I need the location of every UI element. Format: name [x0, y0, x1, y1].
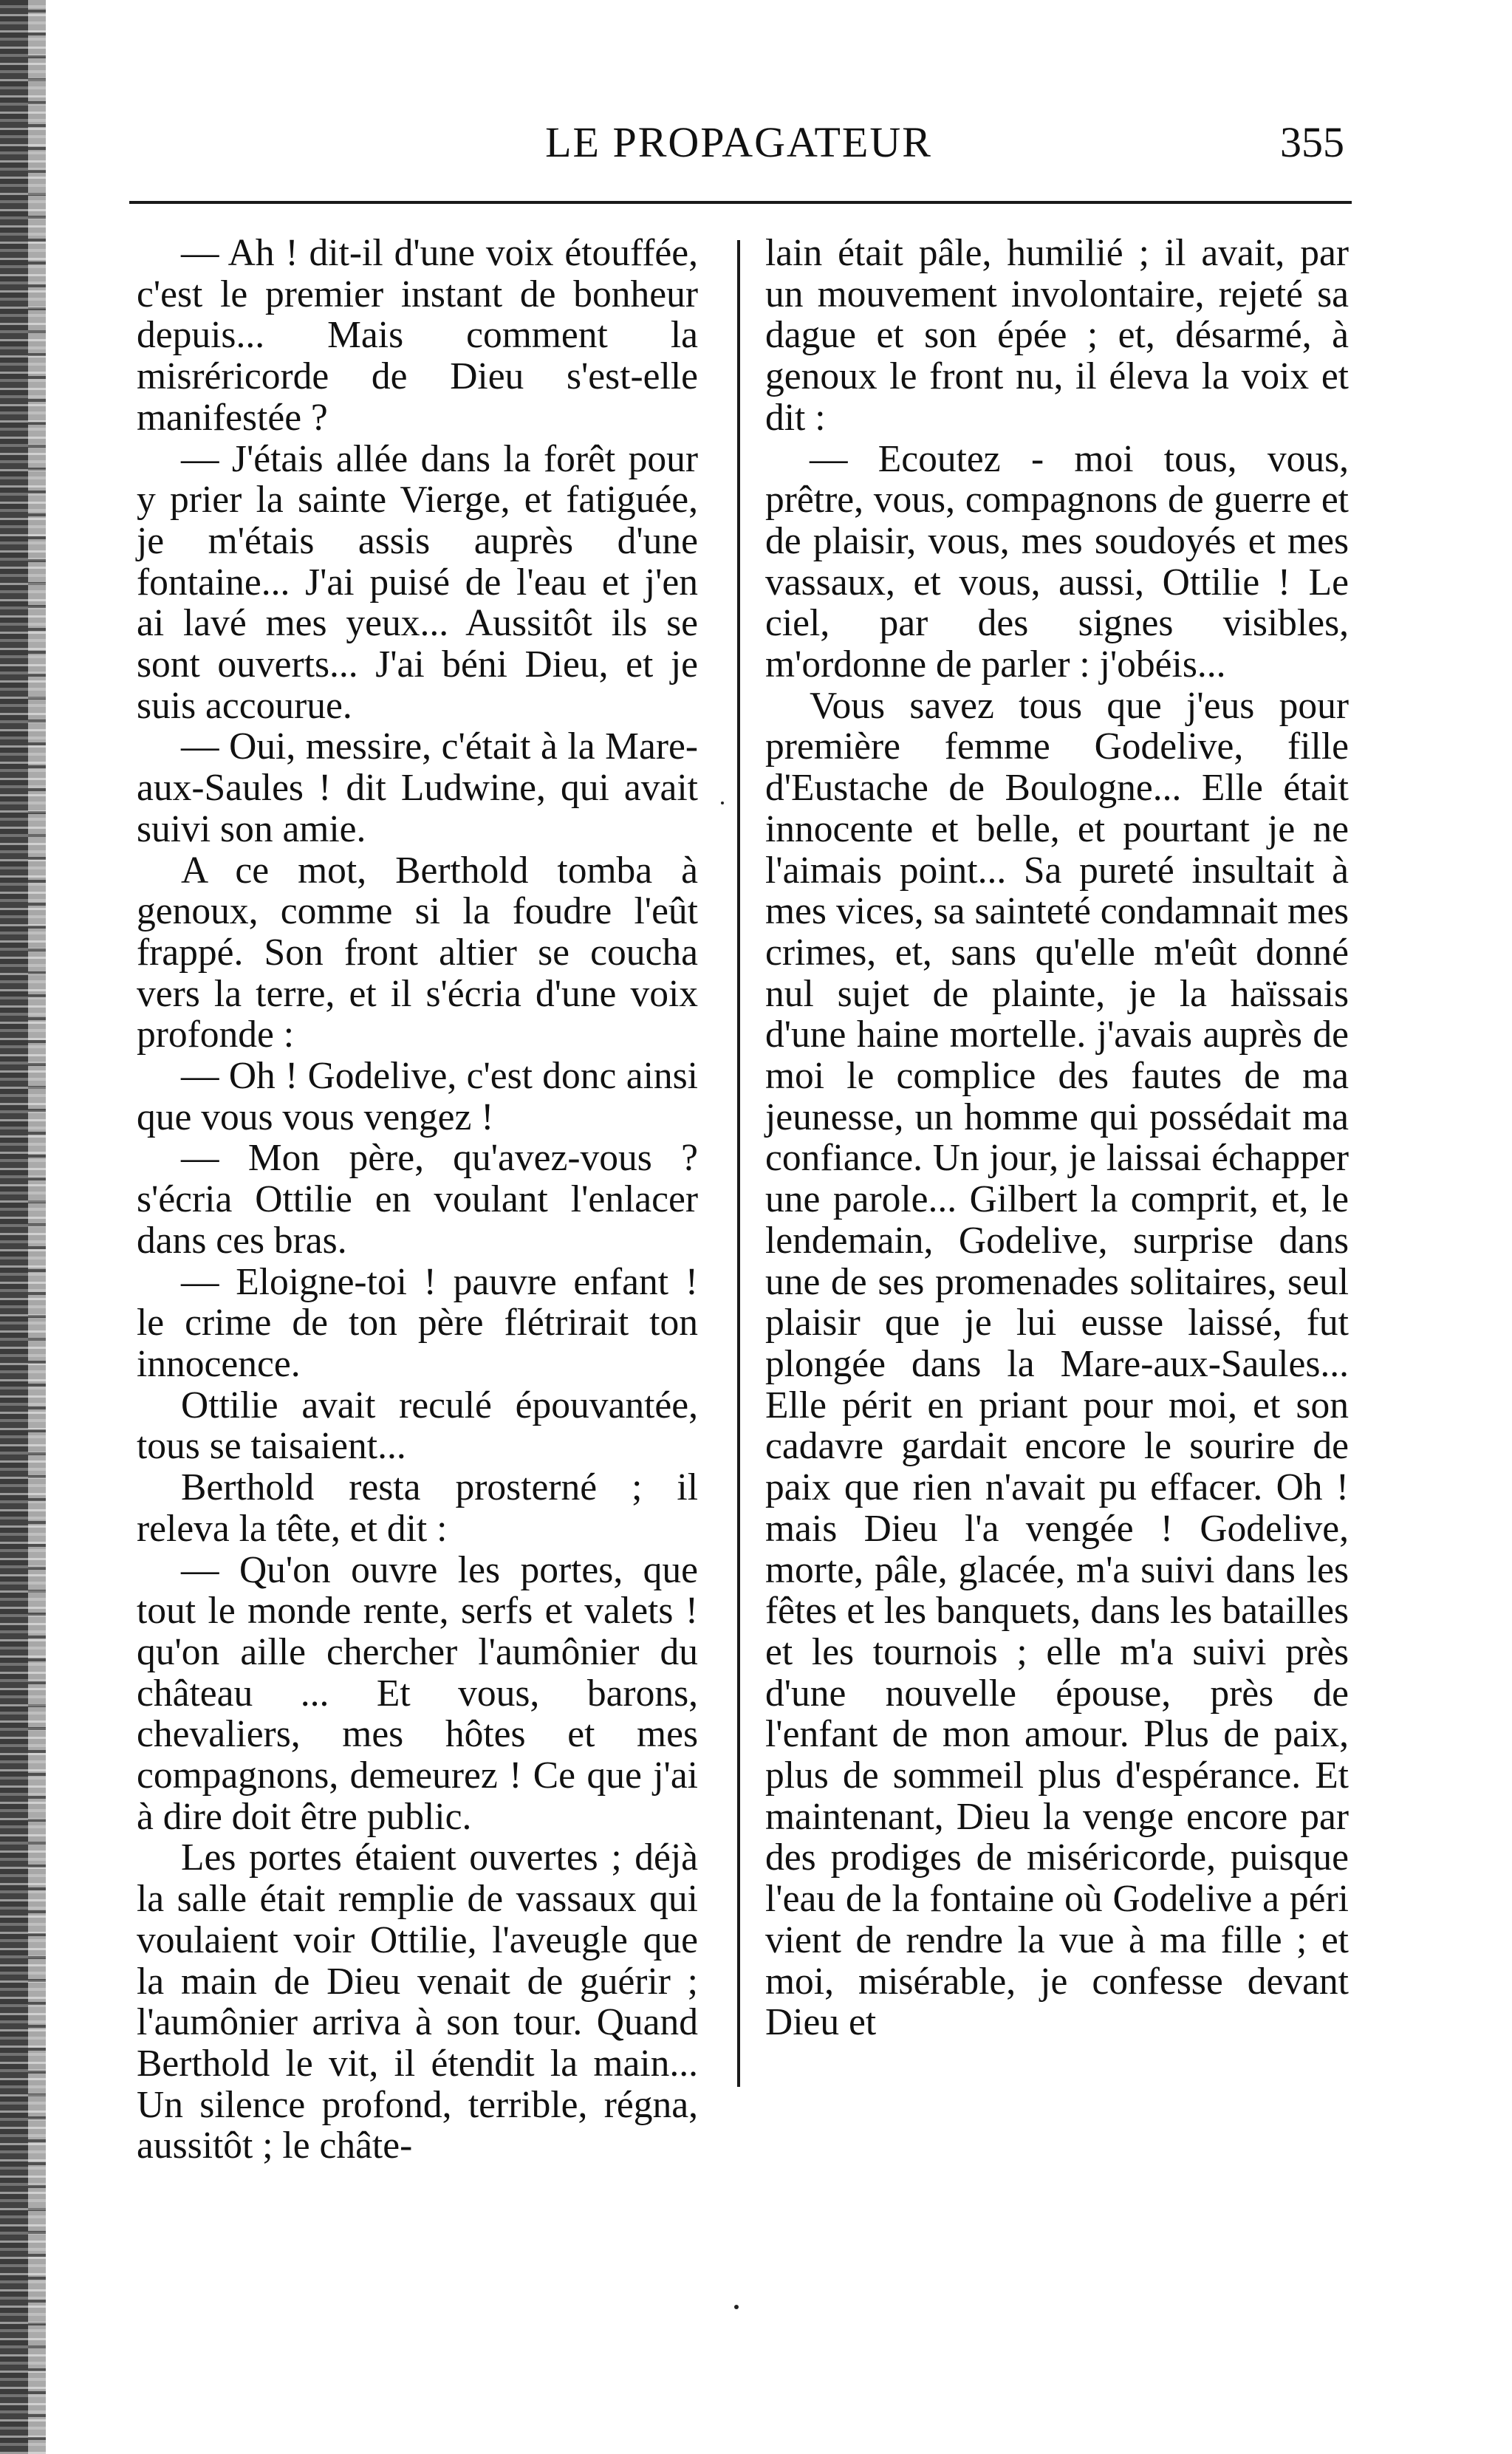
- paragraph: — Oui, messire, c'était à la Mare-aux-Saules ! dit Ludwine, qui avait suivi son amie.: [137, 725, 698, 850]
- page-number: 355: [1280, 118, 1344, 166]
- paragraph: — Ah ! dit-il d'une voix étouffée, c'est le premier instant de bonheur depuis... Mais comment la misréricorde de Dieu s'est-elle manifestée ?: [137, 232, 698, 439]
- ink-speck: [721, 802, 724, 804]
- paragraph: — Eloigne-toi ! pauvre enfant ! le crime de ton père flétrirait ton innocence.: [137, 1260, 698, 1385]
- paragraph: Ottilie avait reculé épouvantée, tous se taisaient...: [137, 1384, 698, 1468]
- page-header: [133, 117, 1344, 168]
- paragraph: — Mon père, qu'avez-vous ? s'écria Ottilie en voulant l'enlacer dans ces bras.: [137, 1137, 698, 1262]
- paragraph: — J'étais allée dans la forêt pour y prier la sainte Vierge, et fatiguée, je m'étais assis auprès d'une fontaine... J'ai puisé de l'eau et j'en ai lavé mes yeux... Aussitôt ils se sont ouverts... J'ai béni Dieu, et je suis accourue.: [137, 437, 698, 727]
- running-title: LE PROPAGATEUR: [545, 118, 932, 166]
- paragraph: — Qu'on ouvre les portes, que tout le monde rente, serfs et valets ! qu'on aille chercher l'aumônier du château ... Et vous, barons, chevaliers, mes hôtes et mes compagnons, demeurez ! Ce que j'ai à dire doit être public.: [137, 1548, 698, 1838]
- right-column: [765, 233, 1349, 2043]
- paragraph: Vous savez tous que j'eus pour première femme Godelive, fille d'Eustache de Boulogne... Elle était innocente et belle, et pourtant je ne l'aimais point... Sa pureté insultait à mes vices, sa sainteté condamnait mes crimes, et, sans qu'elle m'eût donné nul sujet de plainte, je la haïssais d'une haine mortelle. j'avais auprès de moi le complice des fautes de ma jeunesse, un homme qui possédait ma confiance. Un jour, je laissai échapper une parole... Gilbert la comprit, et, le lendemain, Godelive, surprise dans une de ses promenades solitaires, seul plaisir que je lui eusse laissé, fut plongée dans la Mare-aux-Saules... Elle périt en priant pour moi, et son cadavre gardait encore le sourire de paix que rien n'avait pu effacer. Oh ! mais Dieu l'a vengée ! Godelive, morte, pâle, glacée, m'a suivi dans les fêtes et les banquets, dans les batailles et les tournois ; elle m'a suivi près d'une nouvelle épouse, près de l'enfant de mon amour. Plus de paix, plus de sommeil plus d'espérance. Et maintenant, Dieu la venge encore par des prodiges de miséricorde, puisque l'eau de la fontaine où Godelive a péri vient de rendre la vue à ma fille ; et moi, misérable, je confesse devant Dieu et: [765, 684, 1349, 2044]
- paragraph: Les portes étaient ouvertes ; déjà la salle était remplie de vassaux qui voulaient voir Ottilie, l'aveugle que la main de Dieu venait de guérir ; l'aumônier arriva à son tour. Quand Berthold le vit, il étendit la main... Un silence profond, terrible, régna, aussitôt ; le châte-: [137, 1836, 698, 2167]
- paragraph-continued: lain était pâle, humilié ; il avait, par un mouvement involontaire, rejeté sa dague et son épée ; et, désarmé, à genoux le front nu, il éleva la voix et dit :: [765, 232, 1349, 439]
- ink-speck: [734, 2305, 739, 2309]
- paragraph: A ce mot, Berthold tomba à genoux, comme si la foudre l'eût frappé. Son front altier se coucha vers la terre, et il s'écria d'une voix profonde :: [137, 849, 698, 1056]
- left-column: [137, 233, 698, 2167]
- column-divider: [737, 240, 740, 2087]
- page-binding-edge: [0, 0, 46, 2454]
- paragraph: — Oh ! Godelive, c'est donc ainsi que vous vous vengez !: [137, 1055, 698, 1138]
- header-rule: [129, 201, 1352, 204]
- paragraph: Berthold resta prosterné ; il releva la tête, et dit :: [137, 1466, 698, 1550]
- paragraph: — Ecoutez - moi tous, vous, prêtre, vous, compagnons de guerre et de plaisir, vous, mes soudoyés et mes vassaux, et vous, aussi, Ottilie ! Le ciel, par des signes visibles, m'ordonne de parler : j'obéis...: [765, 437, 1349, 686]
